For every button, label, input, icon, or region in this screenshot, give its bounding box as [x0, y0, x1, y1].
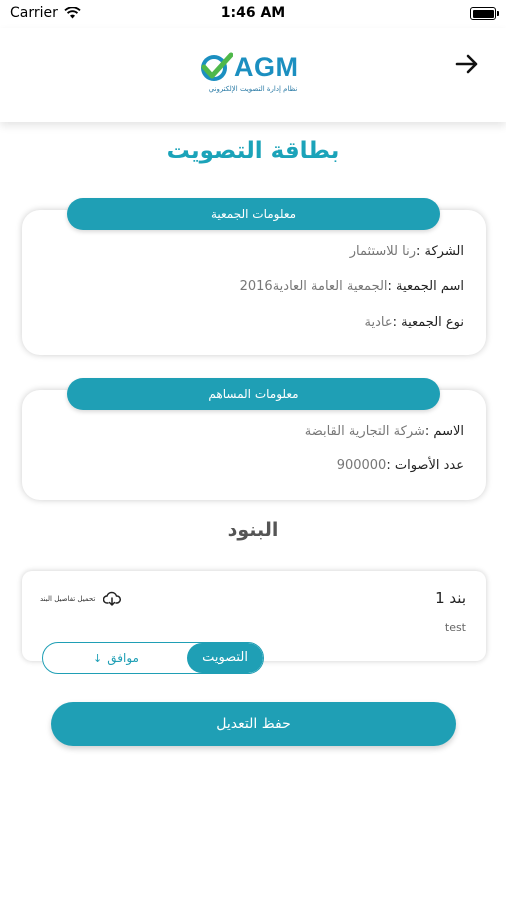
logo-text: AGM: [234, 51, 299, 82]
agenda-item-description: test: [444, 621, 466, 634]
assembly-type-value: عادية: [364, 315, 393, 330]
items-section-title: البنود: [227, 519, 279, 541]
vote-select-value: موافق: [107, 651, 139, 665]
company-row: [350, 244, 464, 259]
vote-control: [42, 642, 264, 674]
votes-row: [337, 458, 464, 473]
app-logo: [197, 50, 312, 100]
battery-icon: [470, 7, 496, 20]
save-changes-button[interactable]: حفظ التعديل: [51, 702, 456, 746]
carrier-label: Carrier: [10, 5, 58, 21]
vote-select[interactable]: [43, 643, 189, 673]
vote-label: التصويت: [187, 643, 263, 673]
shareholder-name-label: الاسم :: [424, 424, 464, 439]
assembly-info-heading: معلومات الجمعية: [67, 198, 440, 230]
cloud-download-icon: [103, 591, 121, 607]
assembly-name-label: اسم الجمعية :: [387, 279, 464, 294]
shareholder-name-value: شركة التجارية القابضة: [304, 424, 425, 439]
assembly-type-label: نوع الجمعية :: [392, 315, 464, 330]
chevron-down-icon: ↓: [93, 651, 103, 665]
app-header: [0, 28, 506, 122]
download-item-details-button[interactable]: [40, 591, 121, 607]
shareholder-info-heading: معلومات المساهم: [67, 378, 440, 410]
votes-value: 900000: [336, 458, 387, 473]
download-item-details-label: تحميل تفاصيل البند: [40, 595, 96, 603]
status-time: 1:46 AM: [220, 5, 286, 21]
checkmark-logo-icon: [197, 50, 233, 84]
assembly-name-value: الجمعية العامة العادية2016: [239, 279, 388, 294]
logo-subtitle: نظام إدارة التصويت الإلكتروني: [208, 85, 298, 93]
votes-label: عدد الأصوات :: [386, 458, 464, 473]
company-label: الشركة :: [415, 244, 464, 259]
assembly-info-card: [22, 210, 486, 355]
page-title: بطاقة التصويت: [166, 138, 340, 164]
assembly-name-row: [240, 279, 464, 294]
company-value: رنا للاستثمار: [349, 244, 416, 259]
status-bar: [0, 0, 506, 28]
assembly-type-row: [365, 315, 465, 330]
agenda-item-title: بند 1: [435, 589, 466, 607]
shareholder-name-row: [305, 424, 464, 439]
arrow-right-icon[interactable]: [454, 51, 480, 77]
